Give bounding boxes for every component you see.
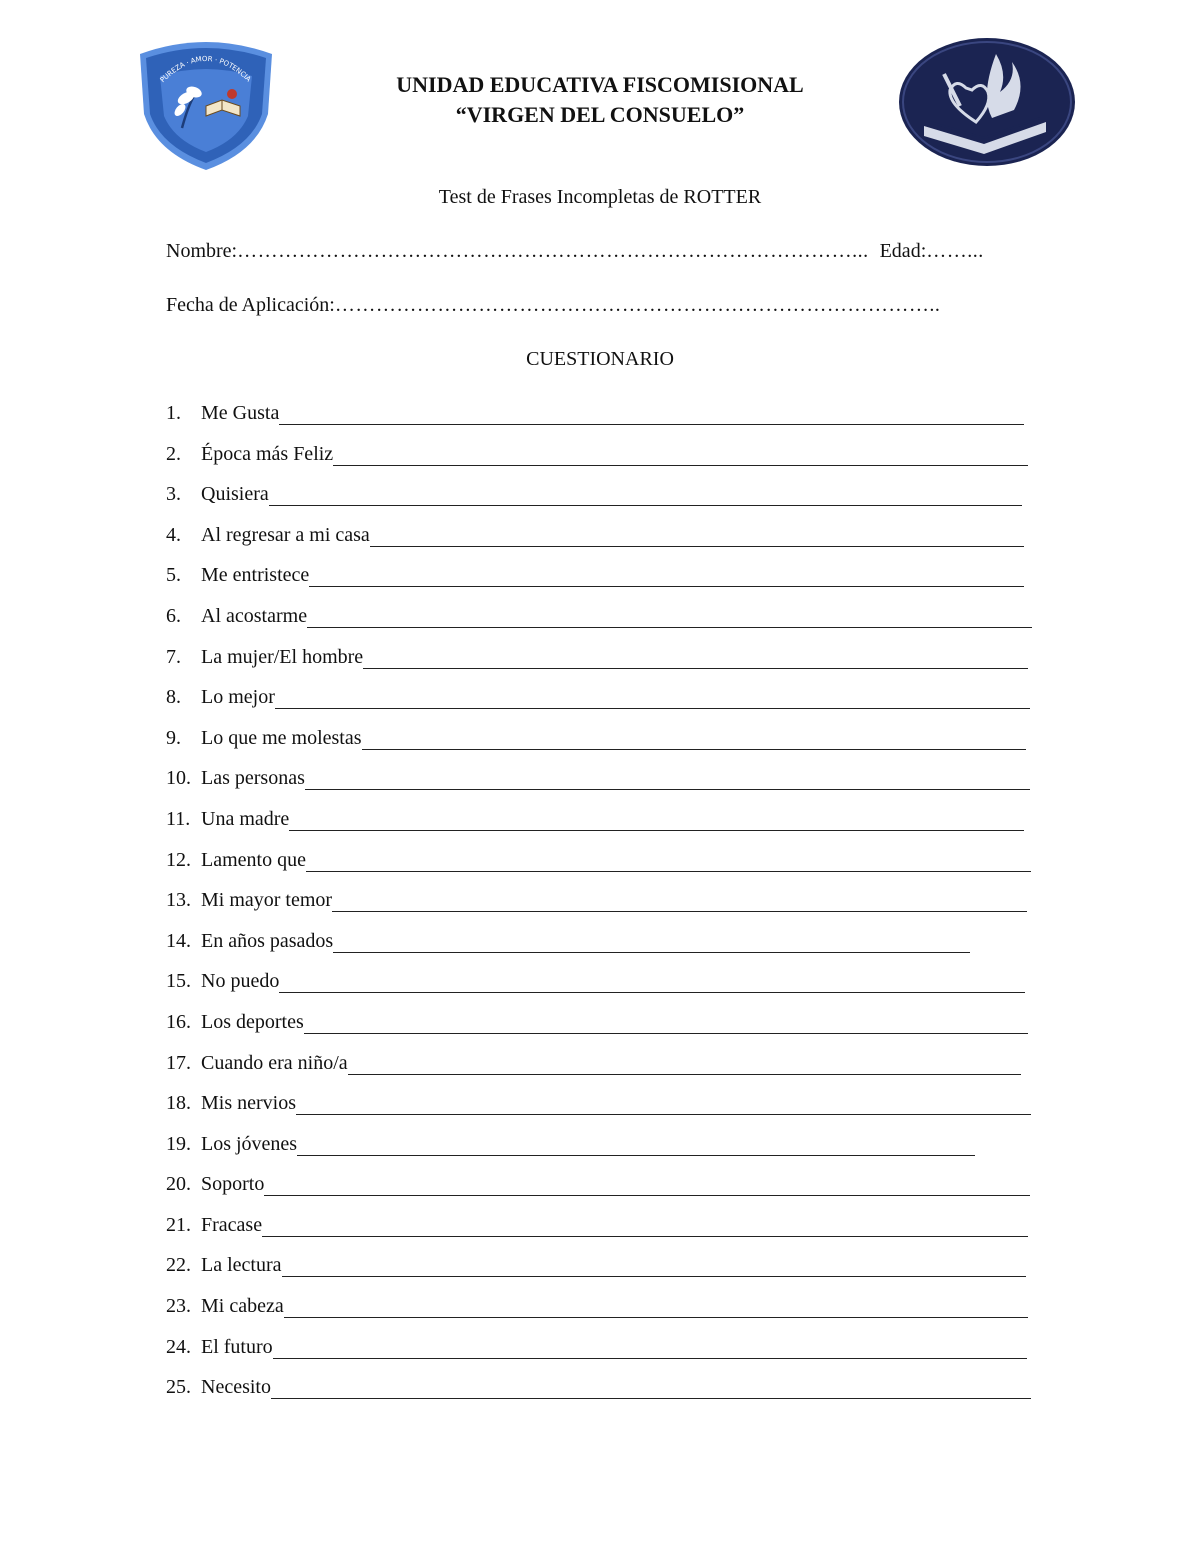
question-item	[166, 481, 1046, 522]
question-item	[166, 1090, 1046, 1131]
nombre-label: Nombre:	[166, 240, 238, 262]
question-prompt: En años pasados	[201, 929, 334, 952]
answer-blank-line[interactable]	[273, 1334, 1027, 1359]
question-number: 22.	[166, 1254, 191, 1277]
answer-blank-line[interactable]	[264, 1171, 1030, 1196]
answer-blank-line[interactable]	[309, 562, 1024, 587]
question-item	[166, 603, 1046, 644]
answer-blank-line[interactable]	[279, 400, 1024, 425]
question-prompt: Al acostarme	[201, 604, 308, 627]
question-prompt: Los jóvenes	[201, 1132, 298, 1155]
question-item	[166, 1050, 1046, 1091]
question-item	[166, 887, 1046, 928]
school-name-heading	[300, 70, 900, 130]
question-item	[166, 765, 1046, 806]
question-number: 5.	[166, 564, 181, 587]
answer-blank-line[interactable]	[362, 725, 1026, 750]
question-prompt: Lo mejor	[201, 686, 275, 709]
question-prompt: Quisiera	[201, 483, 269, 506]
nombre-edad-field-row	[166, 240, 1036, 263]
question-item	[166, 684, 1046, 725]
question-number: 20.	[166, 1173, 191, 1196]
school-shield-logo	[136, 36, 276, 172]
answer-blank-line[interactable]	[284, 1293, 1028, 1318]
question-number: 2.	[166, 442, 181, 465]
question-item	[166, 1293, 1046, 1334]
answer-blank-line[interactable]	[269, 481, 1022, 506]
answer-blank-line[interactable]	[305, 765, 1030, 790]
question-number: 7.	[166, 645, 181, 668]
answer-blank-line[interactable]	[289, 806, 1024, 831]
question-number: 14.	[166, 929, 191, 952]
question-item	[166, 400, 1046, 441]
question-number: 16.	[166, 1010, 191, 1033]
answer-blank-line[interactable]	[297, 1131, 975, 1156]
question-number: 8.	[166, 686, 181, 709]
question-number: 11.	[166, 807, 191, 830]
question-prompt: Mi cabeza	[201, 1295, 284, 1318]
question-prompt: Mi mayor temor	[201, 889, 333, 912]
question-number: 18.	[166, 1092, 191, 1115]
question-item	[166, 847, 1046, 888]
question-prompt: Las personas	[201, 767, 305, 790]
question-item	[166, 522, 1046, 563]
question-prompt: Lamento que	[201, 848, 306, 871]
answer-blank-line[interactable]	[275, 684, 1030, 709]
question-prompt: Me entristece	[201, 564, 310, 587]
question-number: 23.	[166, 1295, 191, 1318]
answer-blank-line[interactable]	[282, 1252, 1026, 1277]
question-number: 6.	[166, 604, 181, 627]
question-item	[166, 1334, 1046, 1375]
question-prompt: Cuando era niño/a	[201, 1051, 348, 1074]
question-item	[166, 1171, 1046, 1212]
question-item	[166, 562, 1046, 603]
question-number: 4.	[166, 523, 181, 546]
question-item	[166, 1374, 1046, 1415]
answer-blank-line[interactable]	[333, 441, 1028, 466]
question-prompt: Necesito	[201, 1376, 271, 1399]
edad-fill-line[interactable]: ……...	[926, 240, 984, 262]
question-prompt: Al regresar a mi casa	[201, 523, 370, 546]
answer-blank-line[interactable]	[279, 968, 1025, 993]
question-item	[166, 725, 1046, 766]
question-number: 17.	[166, 1051, 191, 1074]
school-name-line1: UNIDAD EDUCATIVA FISCOMISIONAL	[396, 72, 804, 97]
question-item	[166, 1212, 1046, 1253]
question-prompt: Época más Feliz	[201, 442, 334, 465]
question-item	[166, 968, 1046, 1009]
question-number: 9.	[166, 726, 181, 749]
question-prompt: El futuro	[201, 1335, 273, 1358]
shield-motto-text: PUREZA · AMOR · POTENCIA	[158, 54, 253, 85]
question-number: 19.	[166, 1132, 191, 1155]
question-item	[166, 1252, 1046, 1293]
answer-blank-line[interactable]	[333, 928, 970, 953]
answer-blank-line[interactable]	[332, 887, 1027, 912]
question-prompt: Soporto	[201, 1173, 265, 1196]
question-number: 15.	[166, 970, 191, 993]
question-number: 12.	[166, 848, 191, 871]
question-item	[166, 1131, 1046, 1172]
question-prompt: Los deportes	[201, 1010, 304, 1033]
section-heading: CUESTIONARIO	[526, 348, 674, 370]
question-item	[166, 644, 1046, 685]
answer-blank-line[interactable]	[370, 522, 1024, 547]
question-number: 13.	[166, 889, 191, 912]
answer-blank-line[interactable]	[348, 1050, 1021, 1075]
answer-blank-line[interactable]	[363, 644, 1028, 669]
question-item	[166, 928, 1046, 969]
fecha-field-row	[166, 294, 1036, 317]
question-prompt: Lo que me molestas	[201, 726, 362, 749]
edad-label: Edad:	[879, 240, 927, 262]
question-list	[166, 400, 1046, 1415]
question-prompt: Una madre	[201, 807, 290, 830]
question-item	[166, 806, 1046, 847]
question-prompt: Mis nervios	[201, 1092, 296, 1115]
answer-blank-line[interactable]	[307, 603, 1032, 628]
question-prompt: Me Gusta	[201, 402, 280, 424]
nombre-fill-line[interactable]: ………………………………………………………………………………...	[237, 240, 869, 262]
shield-icon	[136, 36, 276, 172]
question-number: 3.	[166, 483, 181, 506]
emblem-icon	[896, 34, 1078, 170]
question-number: 21.	[166, 1213, 191, 1236]
answer-blank-line[interactable]	[296, 1090, 1031, 1115]
question-number: 25.	[166, 1376, 191, 1399]
question-prompt: Fracase	[201, 1213, 263, 1236]
answer-blank-line[interactable]	[262, 1212, 1028, 1237]
question-prompt: La lectura	[201, 1254, 282, 1277]
question-number: 1.	[166, 402, 181, 424]
institution-emblem-logo	[896, 34, 1078, 170]
answer-blank-line[interactable]	[306, 847, 1031, 872]
answer-blank-line[interactable]	[304, 1009, 1028, 1034]
question-number: 10.	[166, 767, 191, 790]
question-item	[166, 441, 1046, 482]
school-name-line2: “VIRGEN DEL CONSUELO”	[455, 102, 745, 127]
answer-blank-line[interactable]	[271, 1374, 1031, 1399]
test-title: Test de Frases Incompletas de ROTTER	[438, 186, 762, 208]
fecha-fill-line[interactable]: ……………………………………………………………………………..	[334, 294, 941, 316]
question-prompt: La mujer/El hombre	[201, 645, 364, 668]
question-number: 24.	[166, 1335, 191, 1358]
question-prompt: No puedo	[201, 970, 280, 993]
question-item	[166, 1009, 1046, 1050]
fecha-label: Fecha de Aplicación:	[166, 294, 335, 316]
